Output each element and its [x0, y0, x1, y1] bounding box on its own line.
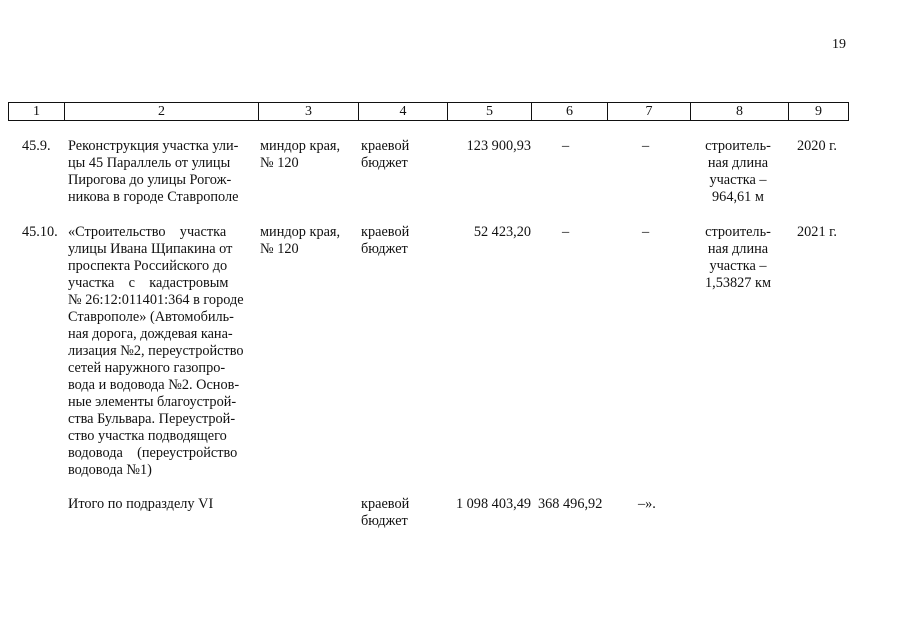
- amount-col5: 123 900,93: [466, 138, 531, 154]
- row-number: 45.9.: [22, 138, 51, 154]
- column-header-row: [8, 102, 849, 121]
- total-amount-col6: 368 496,92: [538, 496, 603, 512]
- project-name-line: водовода №1): [68, 462, 152, 478]
- amount-col5: 52 423,20: [473, 224, 531, 240]
- column-header-5: 5: [448, 103, 532, 121]
- funding-source-line: бюджет: [361, 155, 408, 171]
- capacity-line: участка –: [709, 258, 767, 274]
- project-name: [68, 224, 252, 479]
- funding-source: [361, 224, 441, 258]
- capacity-line: ная длина: [707, 155, 769, 171]
- project-name-line: лизация №2, переустройство: [68, 343, 244, 359]
- responsible-body: [260, 138, 356, 172]
- project-name: [68, 138, 252, 206]
- project-name-line: Ставрополе» (Автомобиль-: [68, 309, 234, 325]
- project-name-line: ные элементы благоустрой-: [68, 394, 237, 410]
- project-name-line: «Строительство участка: [68, 224, 227, 240]
- project-name-line: цы 45 Параллель от улицы: [68, 155, 231, 171]
- capacity: [690, 138, 786, 206]
- funding-source-line: бюджет: [361, 513, 408, 529]
- column-header-3: 3: [259, 103, 359, 121]
- capacity: [690, 224, 786, 292]
- column-header-9: 9: [789, 103, 849, 121]
- project-name-line: вода и водовода №2. Основ-: [68, 377, 240, 393]
- responsible-body-line: миндор края,: [260, 138, 341, 154]
- project-name-line: водовода (переустройство: [68, 445, 238, 461]
- responsible-body-line: миндор края,: [260, 224, 341, 240]
- project-name-line: ство участка подводящего: [68, 428, 227, 444]
- funding-source-line: краевой: [361, 496, 410, 512]
- funding-source-line: бюджет: [361, 241, 408, 257]
- amount-col7: –: [642, 224, 650, 240]
- capacity-line: строитель-: [705, 224, 771, 240]
- project-name-line: никова в городе Ставрополе: [68, 189, 239, 205]
- row-number: 45.10.: [22, 224, 58, 240]
- total-amount-col5: 1 098 403,49: [455, 496, 531, 512]
- funding-source-line: краевой: [361, 138, 410, 154]
- completion-year: 2021 г.: [797, 224, 837, 240]
- column-header-2: 2: [65, 103, 259, 121]
- responsible-body-line: № 120: [260, 241, 299, 257]
- project-name-line: проспекта Российского до: [68, 258, 228, 274]
- total-amount-col7: –».: [638, 496, 656, 512]
- project-name-line: участка с кадастровым: [68, 275, 229, 291]
- amount-col6: –: [562, 224, 570, 240]
- column-header-1: 1: [9, 103, 65, 121]
- column-header-6: 6: [532, 103, 608, 121]
- funding-source: [361, 138, 441, 172]
- project-name-line: ства Бульвара. Переустрой-: [68, 411, 236, 427]
- capacity-line: 1,53827 км: [704, 275, 772, 291]
- capacity-line: 964,61 м: [712, 189, 764, 205]
- project-name-line: Реконструкция участка ули-: [68, 138, 239, 154]
- project-name-line: Пирогова до улицы Рогож-: [68, 172, 232, 188]
- project-name-line: сетей наружного газопро-: [68, 360, 226, 376]
- amount-col7: –: [642, 138, 650, 154]
- capacity-line: участка –: [709, 172, 767, 188]
- column-header-8: 8: [691, 103, 789, 121]
- total-funding-source: [361, 496, 441, 530]
- column-header-7: 7: [608, 103, 691, 121]
- page-number: 19: [832, 37, 846, 52]
- amount-col6: –: [562, 138, 570, 154]
- total-label: Итого по подразделу VI: [68, 496, 214, 512]
- funding-source-line: краевой: [361, 224, 410, 240]
- completion-year: 2020 г.: [797, 138, 837, 154]
- responsible-body-line: № 120: [260, 155, 299, 171]
- project-name-line: № 26:12:011401:364 в городе: [68, 292, 244, 308]
- capacity-line: строитель-: [705, 138, 771, 154]
- project-name-line: ная дорога, дождевая кана-: [68, 326, 233, 342]
- column-header-4: 4: [359, 103, 448, 121]
- responsible-body: [260, 224, 356, 258]
- project-name-line: улицы Ивана Щипакина от: [68, 241, 233, 257]
- capacity-line: ная длина: [707, 241, 769, 257]
